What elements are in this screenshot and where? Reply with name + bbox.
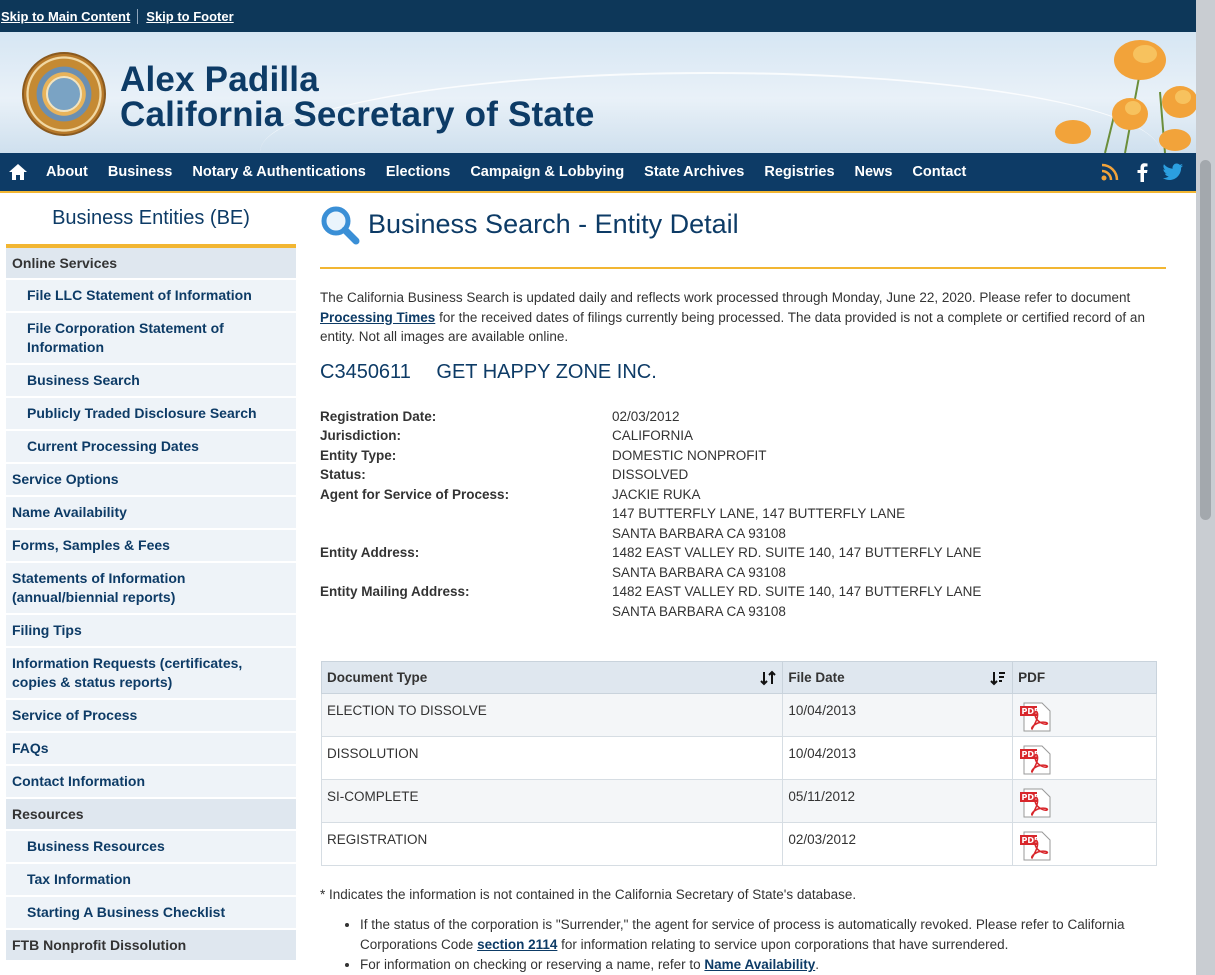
svg-text:PDF: PDF bbox=[1021, 836, 1040, 845]
social-links bbox=[1100, 162, 1196, 182]
table-row bbox=[322, 823, 1157, 866]
pdf-icon[interactable] bbox=[1020, 745, 1052, 775]
info-bullets bbox=[344, 915, 1164, 975]
cell-file-date: 05/11/2012 bbox=[783, 780, 1013, 823]
detail-row bbox=[320, 543, 1166, 582]
cell-file-date: 10/04/2013 bbox=[783, 694, 1013, 737]
sort-desc-icon[interactable] bbox=[990, 670, 1006, 686]
sort-icon[interactable] bbox=[760, 670, 776, 686]
sidebar-item-faqs[interactable]: FAQs bbox=[6, 733, 296, 766]
sidebar-item-business-search[interactable]: Business Search bbox=[6, 365, 296, 398]
rss-icon[interactable] bbox=[1100, 162, 1122, 182]
detail-value: DISSOLVED bbox=[612, 467, 689, 482]
sidebar-item-resources[interactable]: Resources bbox=[6, 799, 296, 831]
detail-value: 1482 EAST VALLEY RD. SUITE 140, 147 BUTTERFLY LANE bbox=[612, 545, 982, 560]
detail-value: 02/03/2012 bbox=[612, 408, 680, 424]
pdf-icon[interactable] bbox=[1020, 702, 1052, 732]
bullet-text: . bbox=[815, 957, 819, 972]
detail-value: SANTA BARBARA CA 93108 bbox=[612, 564, 786, 580]
sidebar-menu bbox=[6, 248, 296, 962]
entity-number: C3450611 bbox=[320, 360, 411, 383]
home-icon[interactable] bbox=[0, 152, 36, 192]
detail-value: SANTA BARBARA CA 93108 bbox=[612, 525, 786, 541]
twitter-icon[interactable] bbox=[1162, 163, 1184, 181]
sidebar-item-business-resources[interactable]: Business Resources bbox=[6, 831, 296, 864]
pdf-icon[interactable] bbox=[1020, 831, 1052, 861]
skip-main-link[interactable]: Skip to Main Content bbox=[1, 8, 131, 24]
section-2114-link[interactable]: section 2114 bbox=[477, 937, 558, 952]
col-header-file-date[interactable] bbox=[783, 662, 1013, 694]
skip-bar bbox=[0, 0, 1196, 32]
table-header-row bbox=[322, 662, 1157, 694]
nav-registries[interactable]: Registries bbox=[764, 164, 835, 180]
bullet-text: If the status of the corporation is "Surrender," the agent for service of process is automatically revoked. Please refer to California Corporations Code bbox=[360, 917, 1125, 952]
bullet-text: For information on checking or reserving a name, refer to bbox=[360, 957, 705, 972]
detail-label: Agent for Service of Process: bbox=[320, 486, 510, 502]
entity-heading bbox=[320, 361, 1166, 384]
nav-archives[interactable]: State Archives bbox=[644, 164, 745, 180]
cell-file-date: 10/04/2013 bbox=[783, 737, 1013, 780]
detail-label: Entity Address: bbox=[320, 545, 420, 560]
sidebar-item-name-availability[interactable]: Name Availability bbox=[6, 497, 296, 530]
table-row bbox=[322, 737, 1157, 780]
nav-elections[interactable]: Elections bbox=[385, 164, 451, 180]
entity-details bbox=[320, 407, 1166, 622]
search-icon bbox=[320, 205, 360, 245]
state-seal-logo[interactable] bbox=[22, 52, 106, 136]
detail-value: 1482 EAST VALLEY RD. SUITE 140, 147 BUTTERFLY LANE bbox=[612, 584, 982, 599]
sidebar-item-service-of-process[interactable]: Service of Process bbox=[6, 700, 296, 733]
sidebar-item-ftb-nonprofit[interactable]: FTB Nonprofit Dissolution bbox=[6, 930, 296, 962]
cell-doc-type: DISSOLUTION bbox=[322, 737, 783, 780]
svg-text:PDF: PDF bbox=[1021, 707, 1040, 716]
col-header-pdf: PDF bbox=[1013, 662, 1157, 694]
detail-row bbox=[320, 582, 1166, 621]
col-header-document-type[interactable] bbox=[322, 662, 783, 694]
detail-label: Status: bbox=[320, 467, 366, 482]
sidebar-item-file-corp-soi[interactable]: File Corporation Statement of Information bbox=[6, 313, 296, 365]
scrollbar[interactable] bbox=[1196, 0, 1215, 975]
sidebar-item-processing-dates[interactable]: Current Processing Dates bbox=[6, 431, 296, 464]
col-header-label: File Date bbox=[788, 670, 845, 685]
cell-doc-type: REGISTRATION bbox=[322, 823, 783, 866]
documents-table bbox=[321, 661, 1157, 866]
detail-value: DOMESTIC NONPROFIT bbox=[612, 447, 767, 463]
cell-doc-type: SI-COMPLETE bbox=[322, 780, 783, 823]
sidebar-item-checklist[interactable]: Starting A Business Checklist bbox=[6, 897, 296, 930]
sidebar-item-statements-info[interactable]: Statements of Information (annual/biennial reports) bbox=[6, 563, 296, 615]
page-title: Business Search - Entity Detail bbox=[368, 208, 739, 239]
detail-row bbox=[320, 446, 1166, 466]
intro-text bbox=[320, 288, 1166, 347]
detail-label: Entity Type: bbox=[320, 447, 397, 463]
sidebar-item-file-llc-soi[interactable]: File LLC Statement of Information bbox=[6, 280, 296, 313]
nav-news[interactable]: News bbox=[854, 164, 893, 180]
nav-about[interactable]: About bbox=[46, 164, 88, 180]
pdf-icon[interactable] bbox=[1020, 788, 1052, 818]
sidebar-item-info-requests[interactable]: Information Requests (certificates, copies & status reports) bbox=[6, 648, 296, 700]
nav-business[interactable]: Business bbox=[107, 164, 173, 180]
detail-row bbox=[320, 465, 1166, 485]
sidebar-item-tax-info[interactable]: Tax Information bbox=[6, 864, 296, 897]
page-title-row bbox=[320, 193, 1166, 269]
cell-doc-type: ELECTION TO DISSOLVE bbox=[322, 694, 783, 737]
sidebar-item-forms-fees[interactable]: Forms, Samples & Fees bbox=[6, 530, 296, 563]
list-item bbox=[360, 955, 1164, 975]
processing-times-link[interactable]: Processing Times bbox=[320, 309, 436, 325]
nav-campaign[interactable]: Campaign & Lobbying bbox=[470, 164, 625, 180]
svg-text:PDF: PDF bbox=[1021, 793, 1040, 802]
entity-name: GET HAPPY ZONE INC. bbox=[436, 360, 657, 383]
poppies-image bbox=[1045, 32, 1196, 153]
sidebar-title[interactable]: Business Entities (BE) bbox=[6, 193, 296, 248]
detail-value: SANTA BARBARA CA 93108 bbox=[612, 603, 786, 619]
nav-contact[interactable]: Contact bbox=[912, 164, 967, 180]
detail-row bbox=[320, 407, 1166, 427]
detail-label: Registration Date: bbox=[320, 408, 437, 424]
cell-file-date: 02/03/2012 bbox=[783, 823, 1013, 866]
main-content bbox=[320, 193, 1166, 972]
main-nav bbox=[0, 153, 1196, 193]
intro-text-a: The California Business Search is updated daily and reflects work processed through Monday, June 22, 2020. Please refer to document bbox=[320, 290, 1131, 305]
nav-notary[interactable]: Notary & Authentications bbox=[192, 164, 366, 180]
database-note: * Indicates the information is not contained in the California Secretary of State's database. bbox=[320, 887, 857, 902]
bullet-text: for information relating to service upon corporations that have surrendered. bbox=[557, 937, 1009, 952]
header-title-office[interactable]: California Secretary of State bbox=[120, 95, 595, 134]
detail-row bbox=[320, 485, 1166, 544]
svg-text:PDF: PDF bbox=[1021, 750, 1040, 759]
scrollbar-thumb[interactable] bbox=[1200, 160, 1211, 520]
detail-label: Jurisdiction: bbox=[320, 428, 402, 443]
site-header bbox=[0, 32, 1196, 153]
name-availability-link[interactable]: Name Availability bbox=[704, 957, 816, 972]
table-row bbox=[322, 694, 1157, 737]
facebook-icon[interactable] bbox=[1134, 162, 1150, 182]
sidebar-item-online-services[interactable]: Online Services bbox=[6, 248, 296, 280]
col-header-label: Document Type bbox=[327, 670, 428, 685]
detail-value: JACKIE RUKA bbox=[612, 486, 701, 502]
list-item bbox=[360, 915, 1164, 955]
detail-value: CALIFORNIA bbox=[612, 428, 694, 443]
sidebar-item-contact-info[interactable]: Contact Information bbox=[6, 766, 296, 799]
sidebar-item-filing-tips[interactable]: Filing Tips bbox=[6, 615, 296, 648]
table-row bbox=[322, 780, 1157, 823]
header-title-name[interactable]: Alex Padilla bbox=[120, 60, 319, 99]
intro-text-b: for the received dates of filings currently being processed. The data provided is not a complete or certified record of an entity. Not all images are available online. bbox=[320, 309, 1145, 344]
detail-label: Entity Mailing Address: bbox=[320, 584, 470, 599]
sidebar bbox=[6, 193, 296, 962]
detail-row bbox=[320, 426, 1166, 446]
detail-value: 147 BUTTERFLY LANE, 147 BUTTERFLY LANE bbox=[612, 506, 906, 521]
skip-footer-link[interactable]: Skip to Footer bbox=[137, 9, 240, 24]
sidebar-item-publicly-traded[interactable]: Publicly Traded Disclosure Search bbox=[6, 398, 296, 431]
sidebar-item-service-options[interactable]: Service Options bbox=[6, 464, 296, 497]
